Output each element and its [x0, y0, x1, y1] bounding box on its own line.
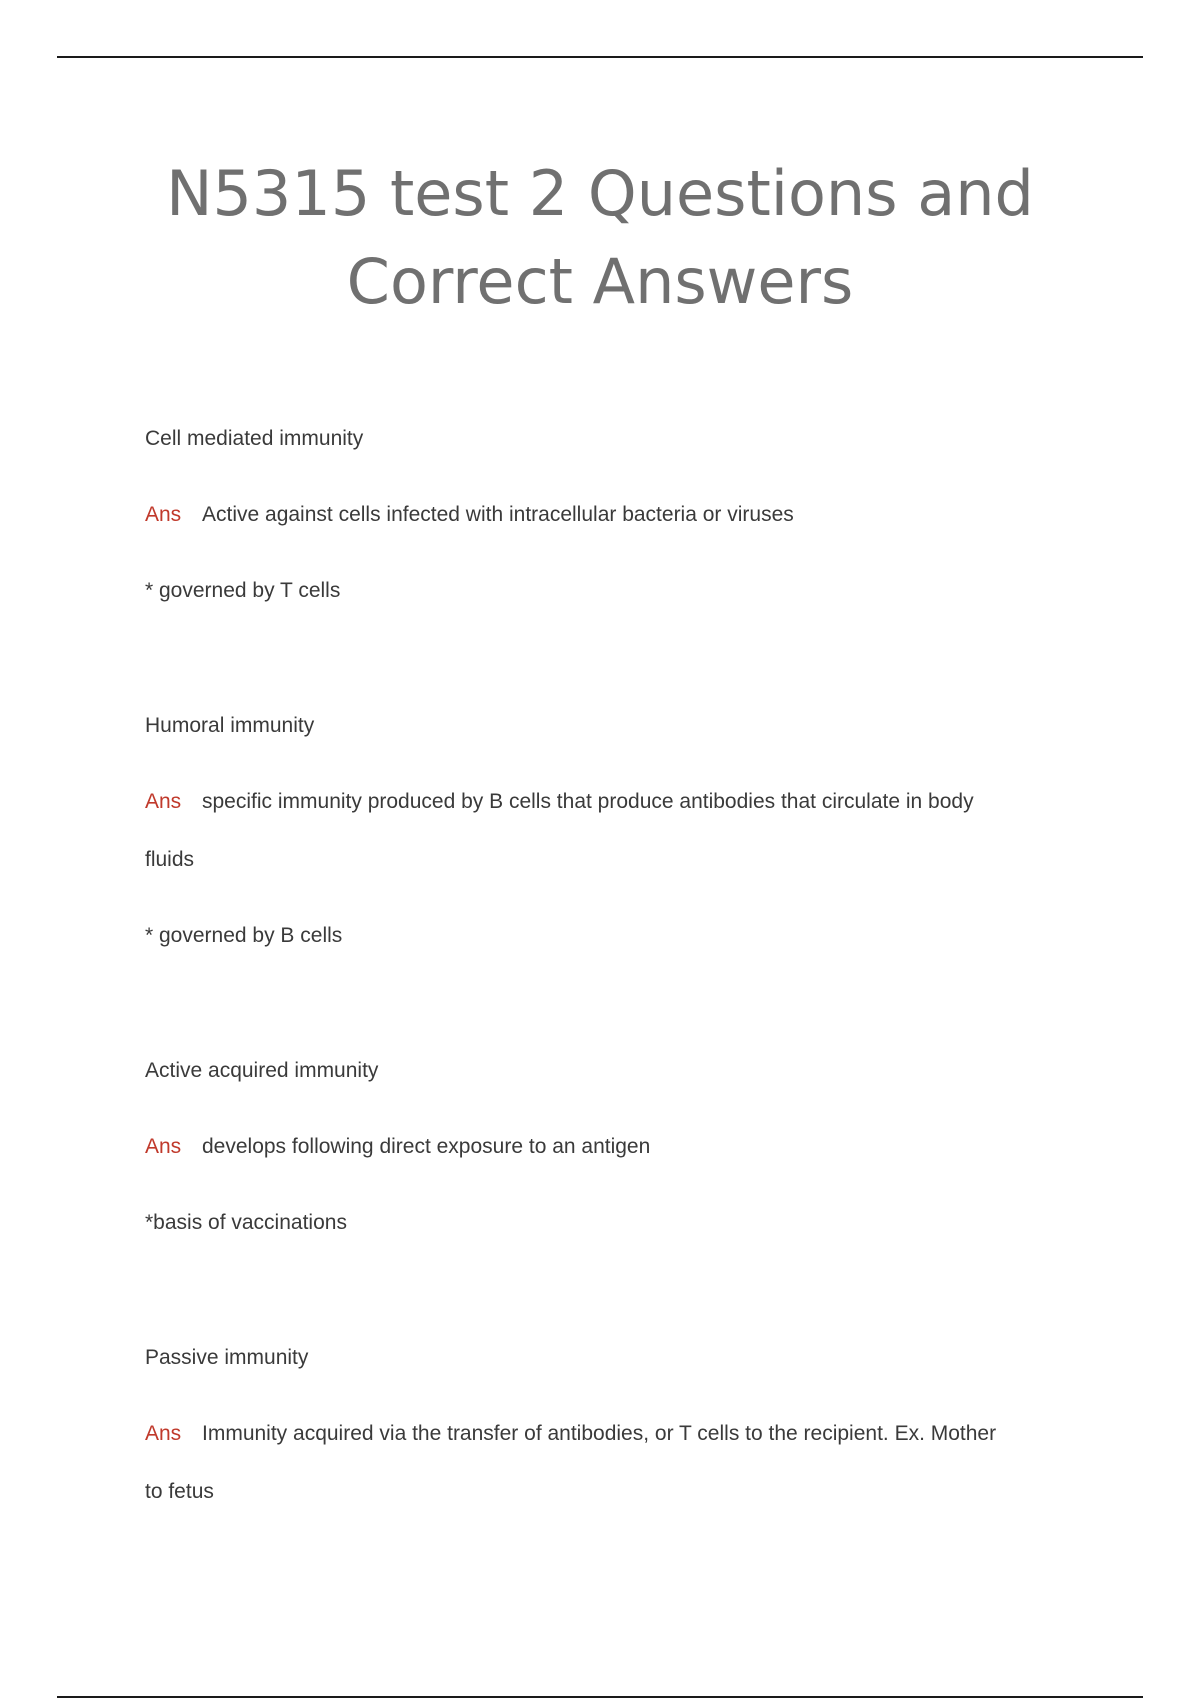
answer-line	[145, 486, 1065, 544]
answer-continuation: fluids	[145, 848, 195, 871]
top-rule	[57, 56, 1143, 58]
qa-item	[145, 410, 1065, 620]
qa-item	[145, 697, 1065, 965]
question-text: Active acquired immunity	[145, 1059, 379, 1082]
title-line-2: Correct Answers	[346, 245, 854, 318]
ans-label: Ans	[145, 790, 182, 813]
qa-list	[145, 410, 1065, 1598]
question-text: Passive immunity	[145, 1346, 309, 1369]
answer-text: Active against cells infected with intracellular bacteria or viruses	[202, 503, 794, 526]
note-text: *basis of vaccinations	[145, 1211, 347, 1234]
qa-item	[145, 1329, 1065, 1521]
note-text: * governed by B cells	[145, 924, 343, 947]
ans-label: Ans	[145, 1135, 182, 1158]
answer-text: Immunity acquired via the transfer of antibodies, or T cells to the recipient. Ex. Mother	[202, 1422, 997, 1445]
answer-continuation: to fetus	[145, 1480, 214, 1503]
question-text: Cell mediated immunity	[145, 427, 364, 450]
answer-line	[145, 1118, 1065, 1176]
bottom-rule	[57, 1696, 1143, 1698]
ans-label: Ans	[145, 1422, 182, 1445]
answer-text: specific immunity produced by B cells that produce antibodies that circulate in body	[202, 790, 974, 813]
answer-text: develops following direct exposure to an antigen	[202, 1135, 651, 1158]
answer-line	[145, 1405, 1065, 1463]
note-text: * governed by T cells	[145, 579, 341, 602]
ans-label: Ans	[145, 503, 182, 526]
page-title	[0, 150, 1200, 326]
answer-line	[145, 773, 1065, 831]
qa-item	[145, 1042, 1065, 1252]
question-text: Humoral immunity	[145, 714, 315, 737]
title-line-1: N5315 test 2 Questions and	[166, 157, 1034, 230]
